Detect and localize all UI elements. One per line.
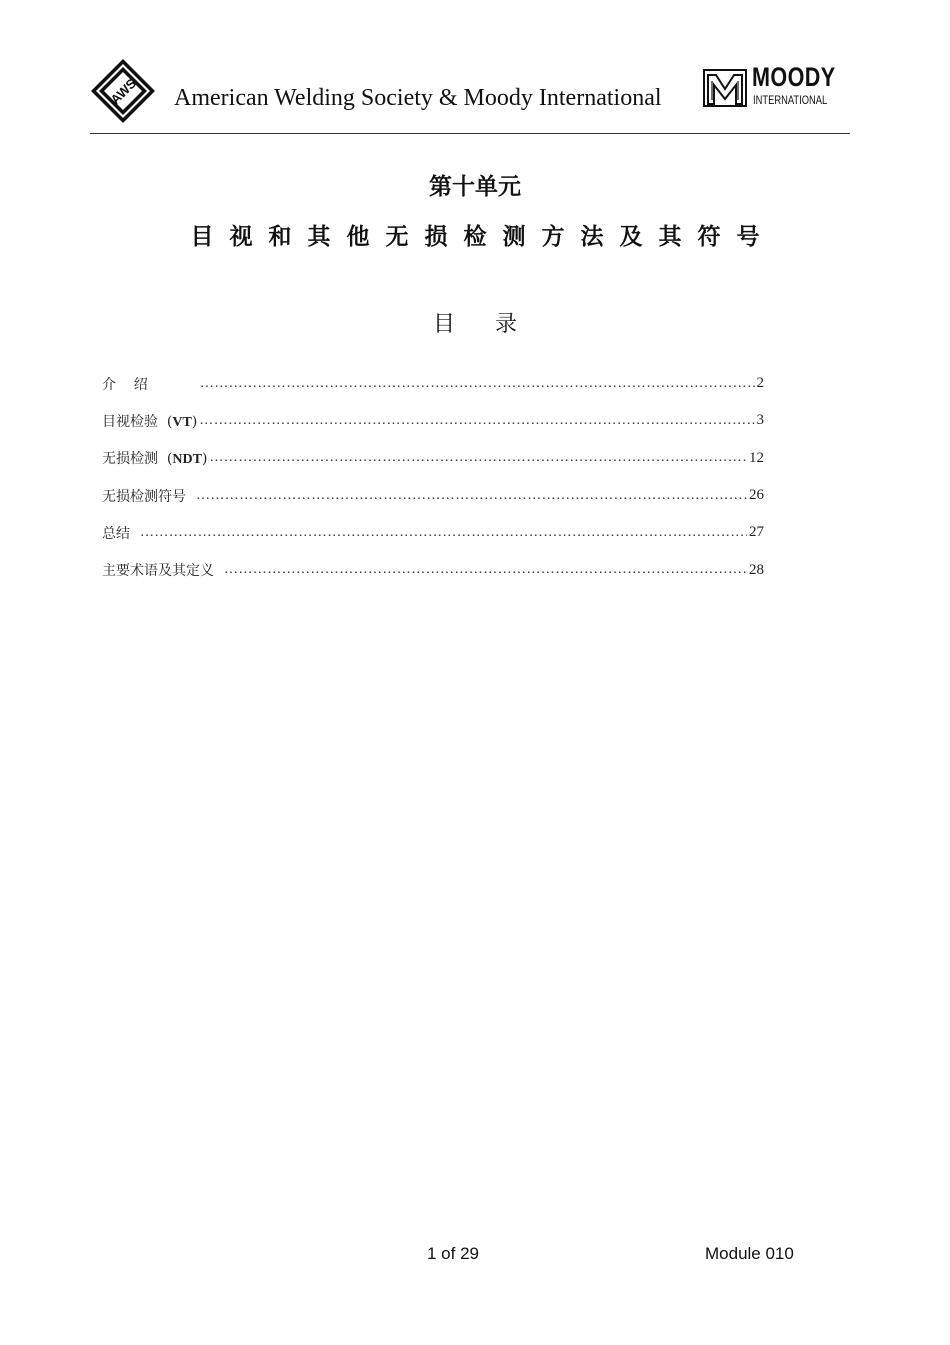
toc-leader-dots <box>140 525 747 541</box>
toc-item-page: 2 <box>756 375 764 392</box>
toc-item-introduction[interactable] <box>102 365 764 402</box>
header-title: American Welding Society & Moody International <box>174 85 662 111</box>
toc-item-page: 12 <box>749 449 764 466</box>
toc-leader-dots <box>200 376 755 392</box>
page-header <box>90 55 850 134</box>
toc-leader-dots <box>209 450 747 466</box>
footer-page-number: 1 of 29 <box>427 1244 479 1263</box>
toc-item-ndt-symbols[interactable] <box>102 477 764 514</box>
main-title: 目视和其他无损检测方法及其符号 <box>190 224 776 250</box>
toc-heading: 目录 <box>432 312 557 337</box>
toc-item-page: 26 <box>749 487 764 504</box>
aws-logo-text: AWS <box>107 75 140 108</box>
toc-item-label: 总结 <box>102 525 130 542</box>
toc-item-label: 无损检测 (NDT) <box>102 451 208 468</box>
footer-module: Module 010 <box>705 1244 794 1263</box>
toc-item-label: 无损检测符号 <box>102 488 186 505</box>
toc-item-page: 28 <box>749 561 764 578</box>
toc-item-label: 目视检验 (VT) <box>102 413 198 430</box>
aws-logo <box>90 58 156 124</box>
toc-item-label: 主要术语及其定义 <box>102 563 214 580</box>
toc-leader-dots <box>224 562 747 578</box>
toc-item-summary[interactable] <box>102 514 764 551</box>
moody-logo-sub: INTERNATIONAL <box>753 93 828 107</box>
toc-item-page: 3 <box>756 412 764 429</box>
toc-item-page: 27 <box>749 524 764 541</box>
toc-leader-dots <box>196 488 747 504</box>
table-of-contents <box>102 365 764 589</box>
toc-leader-dots <box>199 413 754 429</box>
moody-logo-name: MOODY <box>752 62 836 92</box>
unit-title: 第十单元 <box>429 174 521 200</box>
toc-item-visual-inspection[interactable] <box>102 402 764 439</box>
toc-item-key-terms[interactable] <box>102 551 764 588</box>
toc-item-ndt[interactable] <box>102 440 764 477</box>
toc-item-label: 介 绍 <box>102 376 148 393</box>
